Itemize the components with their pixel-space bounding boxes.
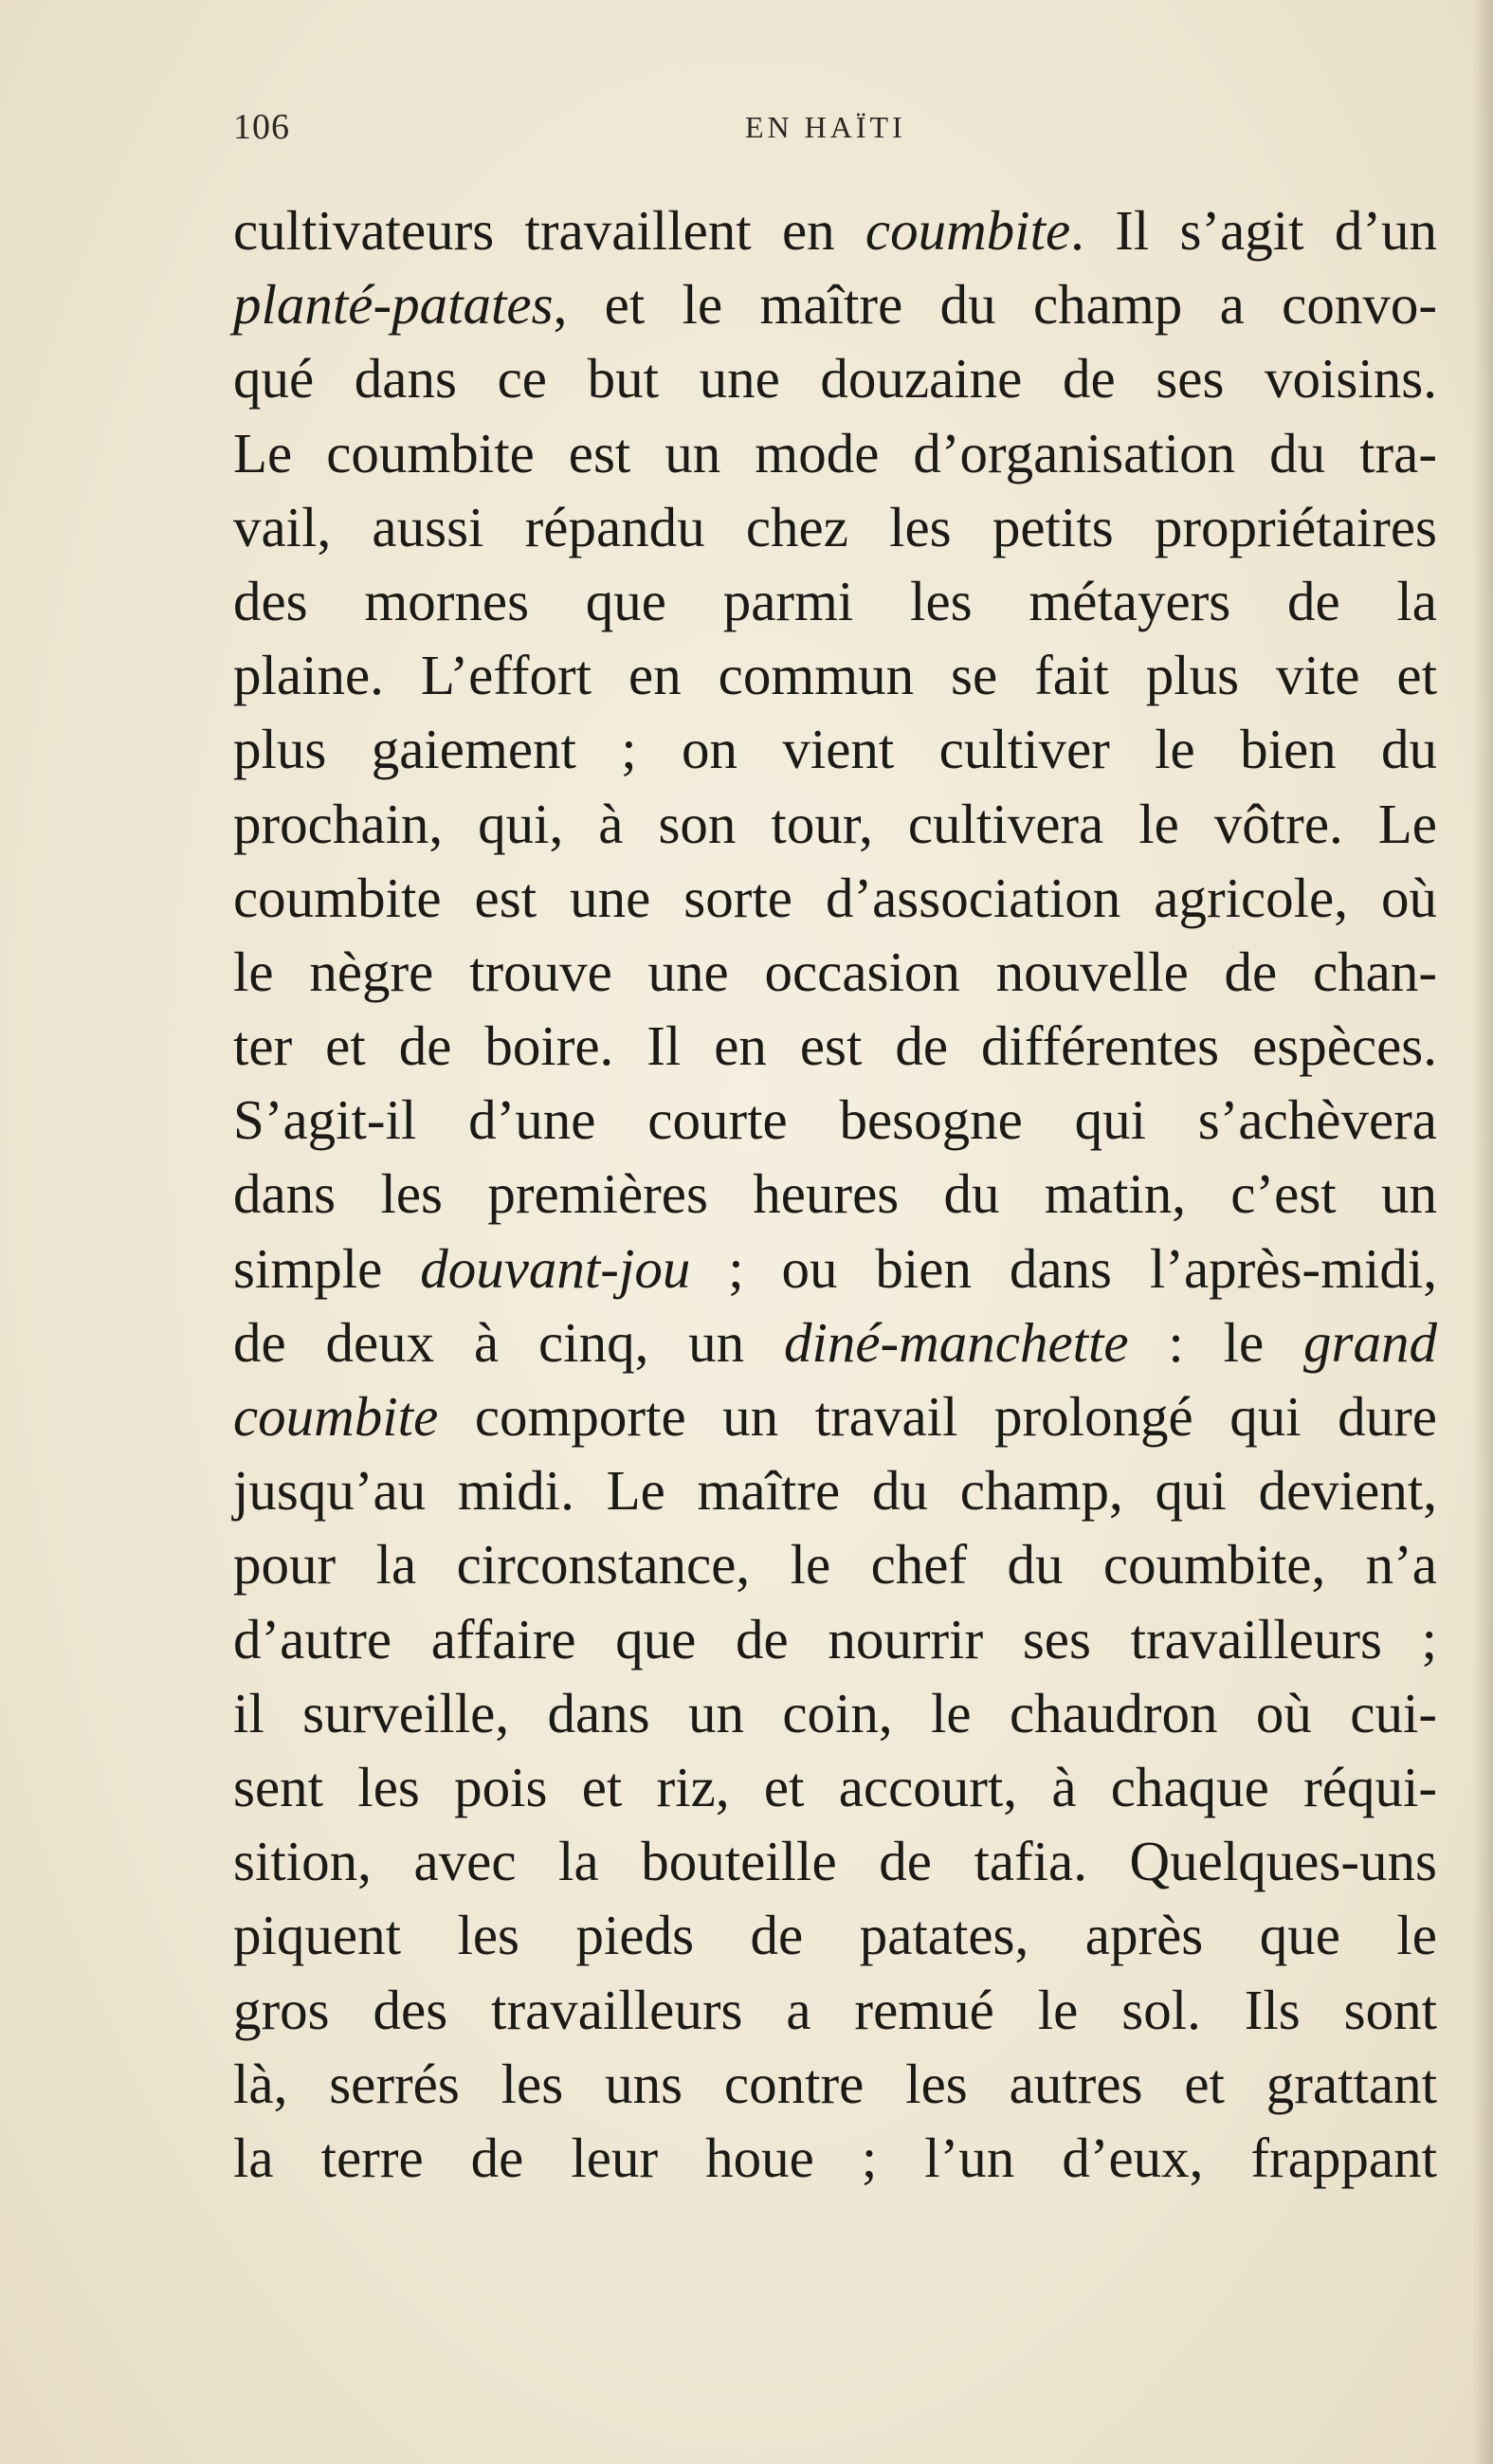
text-segment: simple [233,1236,421,1300]
text-segment: : le [1128,1310,1304,1374]
text-segment: coumbite est une sorte d’association agricole, où [233,866,1437,929]
text-segment: qué dans ce but une douzaine de ses voisins. [233,347,1437,411]
text-line [233,2047,1437,2121]
text-segment: sent les pois et riz, et accourt, à chaque réqui- [233,1755,1437,1818]
text-segment: comporte un travail prolongé qui dure [438,1385,1437,1448]
italic-term: planté-patates [233,273,554,337]
text-segment: des mornes que parmi les métayers de la [233,569,1437,632]
text-line [233,712,1437,786]
italic-term: coumbite [865,199,1071,262]
text-line [233,341,1437,415]
text-segment: de deux à cinq, un [233,1310,784,1374]
text-line [233,564,1437,638]
body-text [233,193,1437,2195]
text-line [233,1379,1437,1453]
text-line [233,1750,1437,1824]
text-segment: vail, aussi répandu chez les petits propriétaires [233,495,1437,558]
text-segment: plaine. L’effort en commun se fait plus vite et [233,644,1437,707]
text-segment: plus gaiement ; on vient cultiver le bien du [233,718,1437,781]
page-number: 106 [233,107,290,147]
text-segment: jusqu’au midi. Le maître du champ, qui devient, [233,1459,1437,1523]
text-segment: gros des travailleurs a remué le sol. Ils sont [233,1978,1437,2041]
text-segment: Le coumbite est un mode d’organisation du tra- [233,421,1437,484]
text-line [233,935,1437,1009]
text-segment: pour la circonstance, le chef du coumbite, n’a [233,1533,1437,1597]
text-line [233,1527,1437,1601]
text-line [233,787,1437,861]
italic-term: coumbite [233,1385,439,1448]
text-line [233,861,1437,935]
text-segment: la terre de leur houe ; l’un d’eux, frappant [233,2126,1437,2189]
text-line [233,638,1437,712]
italic-term: grand [1303,1310,1437,1374]
text-line [233,1009,1437,1083]
running-title: EN HAÏTI [745,110,906,144]
page-edge-shadow [1472,0,1493,2464]
text-line [233,1602,1437,1676]
text-line [233,1305,1437,1379]
text-line [233,490,1437,564]
text-segment: là, serrés les uns contre les autres et grattant [233,2052,1437,2115]
text-segment: il surveille, dans un coin, le chaudron où cui- [233,1681,1437,1744]
text-line [233,1898,1437,1972]
text-segment: sition, avec la bouteille de tafia. Quelques-uns [233,1830,1437,1893]
text-line [233,1824,1437,1898]
text-segment: prochain, qui, à son tour, cultivera le vôtre. Le [233,792,1437,855]
text-line [233,1157,1437,1231]
text-segment: . Il s’agit d’un [1070,199,1437,262]
italic-term: diné-manchette [783,1310,1129,1374]
text-segment: dans les premières heures du matin, c’est un [233,1162,1437,1226]
text-line [233,1232,1437,1305]
text-line [233,1453,1437,1527]
text-line [233,416,1437,490]
text-segment: le nègre trouve une occasion nouvelle de chan- [233,940,1437,1003]
text-segment: ter et de boire. Il en est de différentes espèces. [233,1014,1437,1078]
text-line [233,2121,1437,2195]
italic-term: douvant-jou [420,1236,691,1300]
text-line [233,193,1437,267]
text-line [233,1973,1437,2047]
text-segment: S’agit-il d’une courte besogne qui s’achèvera [233,1088,1437,1152]
text-line [233,267,1437,341]
text-segment: piquent les pieds de patates, après que le [233,1904,1437,1967]
text-segment: cultivateurs travaillent en [233,199,865,262]
text-line [233,1676,1437,1750]
text-segment: ; ou bien dans l’après-midi, [690,1236,1437,1300]
page-header [233,106,1437,163]
text-line [233,1083,1437,1157]
text-segment: , et le maître du champ a convo- [553,273,1437,337]
text-segment: d’autre affaire que de nourrir ses travailleurs ; [233,1607,1437,1670]
